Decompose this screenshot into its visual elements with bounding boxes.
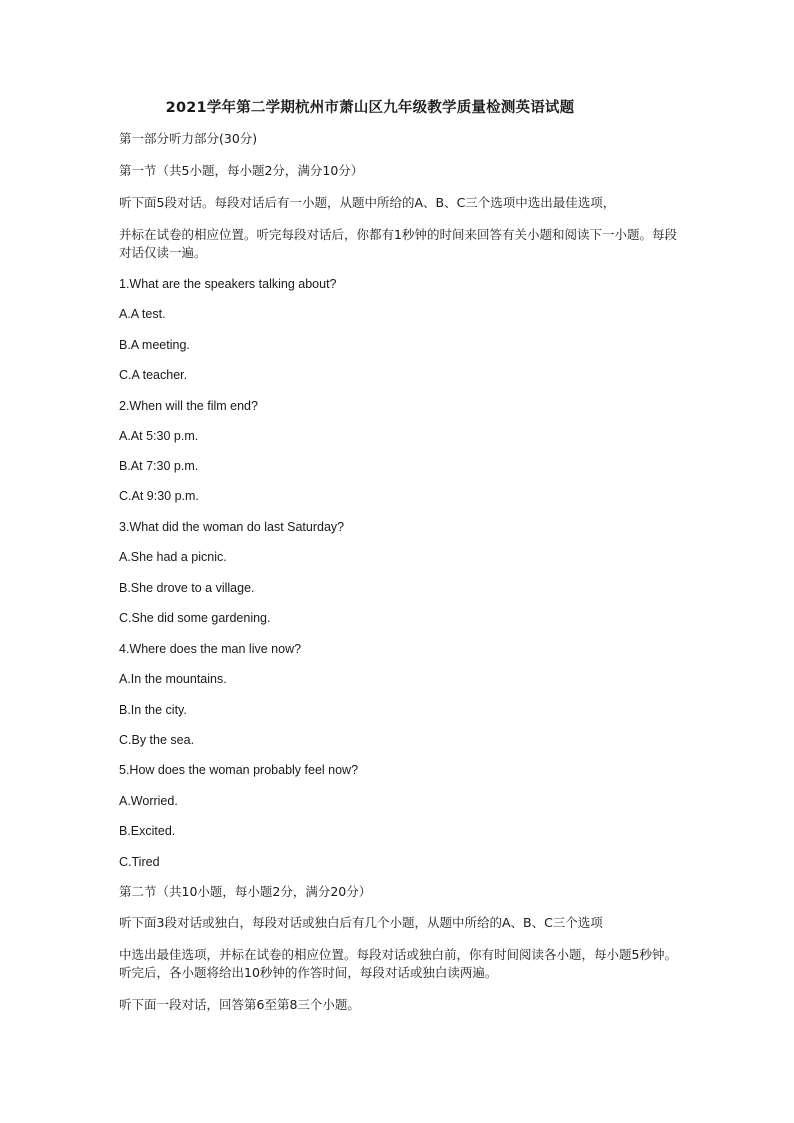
option-a: A.At 5:30 p.m. — [119, 429, 199, 443]
section-two-instructions-2: 中选出最佳选项，并标在试卷的相应位置。每段对话或独白前，你有时间阅读各小题，每小题5秒钟。听完后，各小题将给出10秒钟的作答时间，每段对话或独白读两遍。 — [119, 947, 677, 980]
option-b: B.Excited. — [119, 824, 176, 838]
option-b: B.At 7:30 p.m. — [119, 459, 199, 473]
question-text: 1.What are the speakers talking about? — [119, 277, 337, 291]
part-one-heading: 第一部分听力部分(30分) — [119, 131, 258, 146]
option-c: C.At 9:30 p.m. — [119, 489, 199, 503]
option-b: B.She drove to a village. — [119, 581, 255, 595]
option-a: A.In the mountains. — [119, 672, 227, 686]
section-two-note: 听下面一段对话，回答第6至第8三个小题。 — [119, 997, 360, 1012]
option-b: B.A meeting. — [119, 338, 190, 352]
question-text: 4.Where does the man live now? — [119, 642, 302, 656]
option-c: C.A teacher. — [119, 368, 188, 382]
question-text: 2.When will the film end? — [119, 399, 258, 413]
section-one-instructions-2: 并标在试卷的相应位置。听完每段对话后，你都有1秒钟的时间来回答有关小题和阅读下一小题。每段对话仅读一遍。 — [119, 227, 677, 260]
option-a: A.She had a picnic. — [119, 550, 227, 564]
option-c: C.Tired — [119, 855, 160, 869]
section-two-instructions-1: 听下面3段对话或独白，每段对话或独白后有几个小题，从题中所给的A、B、C三个选项 — [119, 915, 603, 930]
option-c: C.By the sea. — [119, 733, 195, 747]
section-two-heading: 第二节（共10小题，每小题2分，满分20分） — [119, 884, 372, 899]
question-text: 3.What did the woman do last Saturday? — [119, 520, 345, 534]
option-a: A.Worried. — [119, 794, 178, 808]
exam-title: 2021学年第二学期杭州市萧山区九年级教学质量检测英语试题 — [165, 100, 575, 116]
section-one-instructions-1: 听下面5段对话。每段对话后有一小题，从题中所给的A、B、C三个选项中选出最佳选项， — [119, 195, 616, 210]
option-c: C.She did some gardening. — [119, 611, 271, 625]
question-text: 5.How does the woman probably feel now? — [119, 763, 359, 777]
option-b: B.In the city. — [119, 703, 187, 717]
option-a: A.A test. — [119, 307, 166, 321]
section-one-heading: 第一节（共5小题，每小题2分，满分10分） — [119, 163, 364, 178]
